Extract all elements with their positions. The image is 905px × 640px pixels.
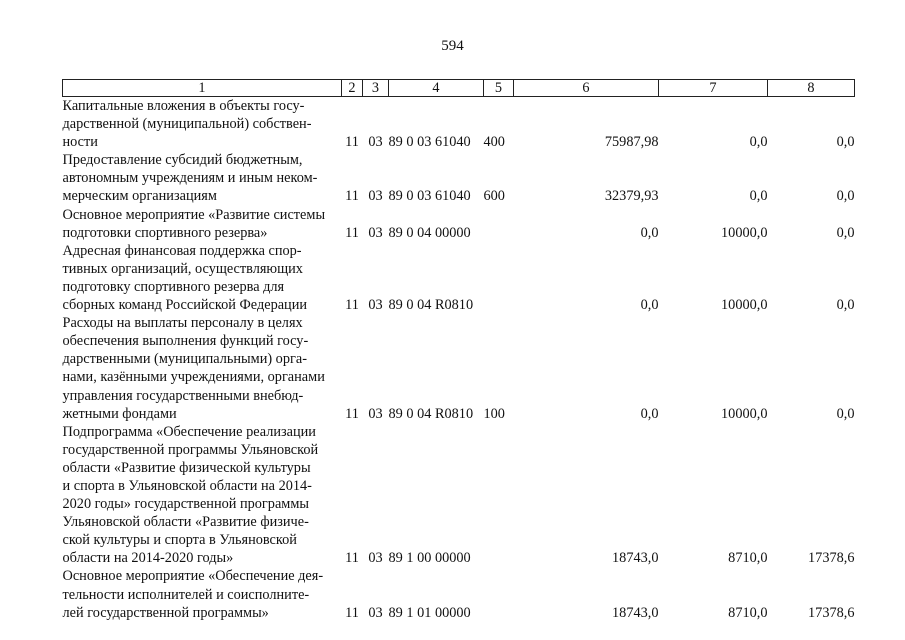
description-line: области на 2014-2020 годы» (62, 550, 234, 567)
target-article-code: 89 1 01 00000 (388, 604, 471, 621)
description-line: Основное мероприятие «Обеспечение дея- (62, 568, 324, 585)
subsection-code: 03 (368, 134, 383, 151)
amount-col-8: 0,0 (836, 405, 855, 422)
page-number: 594 (441, 38, 464, 54)
section-code: 11 (345, 405, 359, 422)
target-article-code: 89 1 00 00000 (388, 550, 471, 567)
row-description (63, 206, 342, 242)
description-line: тивных организаций, осуществляющих (62, 260, 303, 277)
row-description (63, 314, 342, 423)
amount-col-6: 0,0 (640, 297, 659, 314)
table-row (63, 206, 855, 242)
amount-col-8: 0,0 (836, 224, 855, 241)
amount-col-8: 0,0 (836, 297, 855, 314)
amount-col-6: 18743,0 (612, 550, 659, 567)
amount-col-8: 0,0 (836, 134, 855, 151)
column-header: 4 (389, 80, 484, 97)
section-code: 11 (345, 224, 359, 241)
amount-col-6: 75987,98 (604, 134, 659, 151)
column-header: 5 (484, 80, 514, 97)
row-description (63, 151, 342, 205)
column-header: 3 (363, 80, 389, 97)
subsection-code: 03 (368, 224, 383, 241)
subsection-code: 03 (368, 297, 383, 314)
target-article-code: 89 0 03 61040 (388, 134, 471, 151)
description-line: Подпрограмма «Обеспечение реализации (62, 423, 316, 440)
column-header: 1 (63, 80, 342, 97)
section-code: 11 (345, 604, 359, 621)
description-line: подготовку спортивного резерва для (62, 278, 285, 295)
amount-col-7: 0,0 (749, 188, 768, 205)
subsection-code: 03 (368, 188, 383, 205)
description-line: управления государственными внебюд- (62, 387, 304, 404)
amount-col-6: 32379,93 (604, 188, 659, 205)
description-line: автономным учреждениям и иным неком- (62, 170, 318, 187)
amount-col-7: 10000,0 (721, 224, 768, 241)
budget-table (62, 79, 855, 622)
description-line: подготовки спортивного резерва» (62, 224, 268, 241)
row-description (63, 242, 342, 314)
description-line: Адресная финансовая поддержка спор- (62, 242, 302, 259)
row-description (63, 423, 342, 568)
description-line: и спорта в Ульяновской области на 2014- (62, 477, 312, 494)
description-line: нами, казёнными учреждениями, органами (62, 369, 325, 386)
section-code: 11 (345, 297, 359, 314)
column-header: 2 (342, 80, 363, 97)
amount-col-7: 8710,0 (728, 604, 768, 621)
table-row (63, 151, 855, 205)
amount-col-6: 0,0 (640, 405, 659, 422)
column-header: 7 (659, 80, 768, 97)
description-line: жетными фондами (62, 405, 177, 422)
description-line: лей государственной программы» (62, 604, 269, 621)
description-line: Предоставление субсидий бюджетным, (62, 152, 303, 169)
section-code: 11 (345, 134, 359, 151)
amount-col-6: 0,0 (640, 224, 659, 241)
amount-col-7: 8710,0 (728, 550, 768, 567)
expense-type-code (484, 206, 514, 242)
amount-col-7: 10000,0 (721, 405, 768, 422)
amount-col-8: 0,0 (836, 188, 855, 205)
table-row (63, 97, 855, 152)
column-header: 6 (514, 80, 659, 97)
amount-col-7: 10000,0 (721, 297, 768, 314)
description-line: Капитальные вложения в объекты госу- (62, 98, 305, 114)
target-article-code: 89 0 04 R0810 (388, 297, 474, 314)
description-line: тельности исполнителей и соисполните- (62, 586, 310, 603)
amount-col-8: 17378,6 (808, 550, 855, 567)
description-line: дарственными (муниципальными) орга- (62, 351, 307, 368)
table-body (63, 97, 855, 622)
row-description (63, 97, 342, 152)
expense-type-code (484, 242, 514, 314)
target-article-code: 89 0 04 00000 (388, 224, 471, 241)
description-line: Ульяновской области «Развитие физиче- (62, 514, 309, 531)
expense-type-code (484, 423, 514, 568)
description-line: области «Развитие физической культуры (62, 459, 311, 476)
description-line: ности (62, 134, 98, 151)
amount-col-7: 0,0 (749, 134, 768, 151)
description-line: обеспечения выполнения функций госу- (62, 333, 309, 350)
section-code: 11 (345, 188, 359, 205)
subsection-code: 03 (368, 550, 383, 567)
row-description (63, 567, 342, 621)
table-row (63, 567, 855, 621)
target-article-code: 89 0 03 61040 (388, 188, 471, 205)
description-line: 2020 годы» государственной программы (62, 496, 309, 513)
subsection-code: 03 (368, 604, 383, 621)
expense-type-code (484, 567, 514, 621)
description-line: Основное мероприятие «Развитие системы (62, 206, 326, 223)
table-row (63, 423, 855, 568)
table-row (63, 314, 855, 423)
target-article-code: 89 0 04 R0810 (388, 405, 474, 422)
expense-type-code: 400 (483, 134, 505, 151)
subsection-code: 03 (368, 405, 383, 422)
description-line: сборных команд Российской Федерации (62, 297, 308, 314)
description-line: мерческим организациям (62, 188, 217, 205)
section-code: 11 (345, 550, 359, 567)
column-header: 8 (768, 80, 855, 97)
column-header-row (63, 80, 855, 97)
description-line: Расходы на выплаты персоналу в целях (62, 315, 303, 332)
description-line: дарственной (муниципальной) собствен- (62, 116, 312, 133)
description-line: государственной программы Ульяновской (62, 441, 319, 458)
description-line: ской культуры и спорта в Ульяновской (62, 532, 297, 549)
amount-col-8: 17378,6 (808, 604, 855, 621)
amount-col-6: 18743,0 (612, 604, 659, 621)
table-row (63, 242, 855, 314)
expense-type-code: 600 (483, 188, 505, 205)
expense-type-code: 100 (483, 405, 505, 422)
